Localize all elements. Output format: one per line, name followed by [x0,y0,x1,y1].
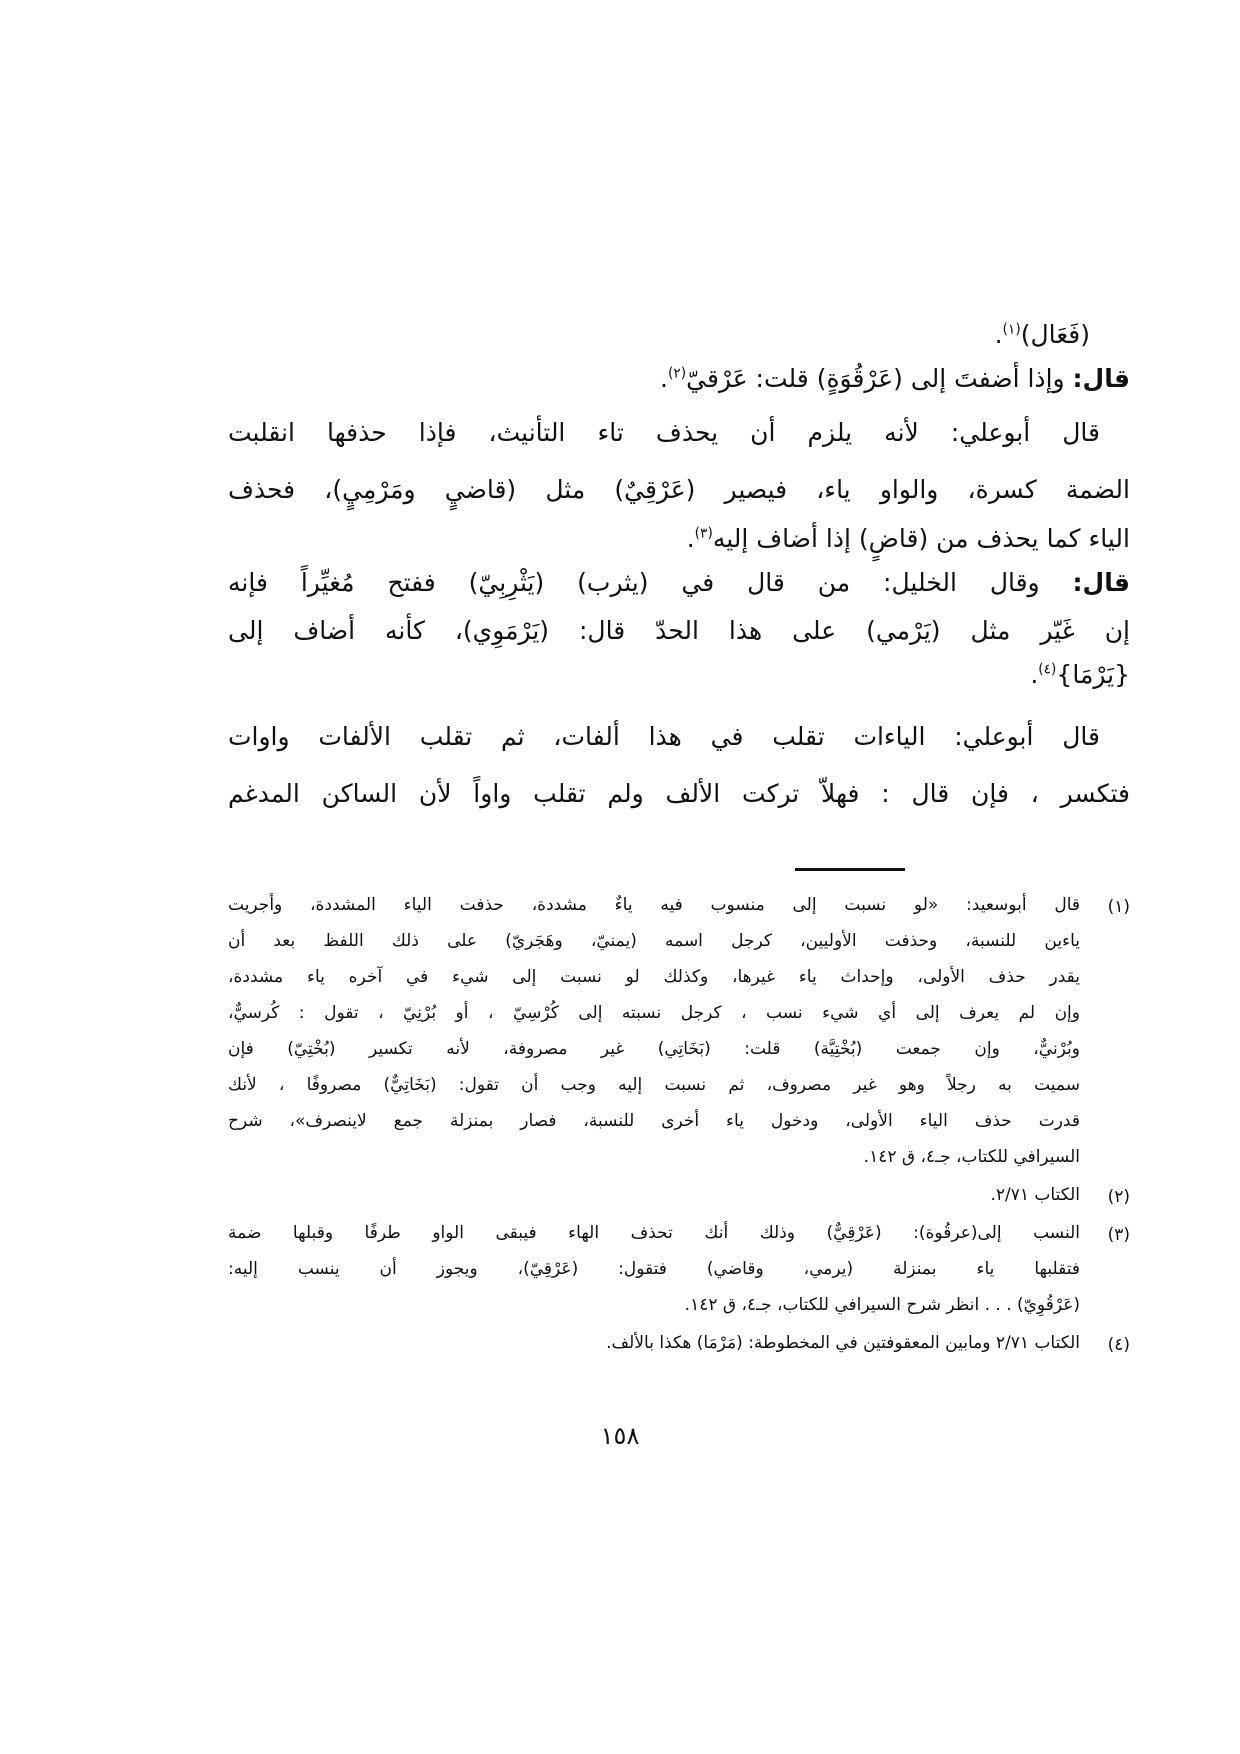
footnote-number: (٤) [1107,1335,1130,1355]
footnote-ref: (١) [1002,321,1021,338]
main-line-0 [228,322,1090,347]
main-line-8: قال أبوعلي: الياءات تقلب في هذا ألفات، ثم تقلب الألفات واوات [228,722,1100,751]
main-text: {يَرْمَا} [1056,660,1130,689]
main-line-5 [228,570,1130,595]
footnote-line: وإن لم يعرف إلى أي شيء نسب ، كرجل نسبته إلى كُرْسِيّ ، أو بُرْنِيّ ، تقول : كُرسيٌّ، [228,1003,1080,1023]
main-text: الياء كما يحذف من (قاضٍ) إذا أضاف إليه [712,524,1130,553]
main-line-2: قال أبوعلي: لأنه يلزم أن يحذف تاء التأنيث، فإذا حذفها انقلبت [228,418,1100,447]
footnote-line: ياءين للنسبة، وحذفت الأوليين، كرجل اسمه (يمنيّ، وهَجَريّ) على ذلك اللفظ بعد أن [228,931,1080,951]
main-line-1 [228,366,1130,391]
punct: . [686,524,695,553]
footnote-separator [795,868,905,871]
footnote-line: (عَرْقُوِيّ) . . . انظر شرح السيرافي للكتاب، جـ٤، ق ١٤٢. [684,1295,1080,1315]
main-line-7 [228,662,1130,687]
page-number: ١٥٨ [600,1422,640,1450]
qala-heading: قال: [1072,568,1130,597]
footnote-ref: (٢) [667,365,687,382]
footnote-line: قدرت حذف الياء الأولى، ودخول ياء أخرى للنسبة، فصار بمنزلة جمع لاينصرف»، شرح [228,1111,1080,1131]
footnote-line: الكتاب ٢/٧١. [990,1185,1080,1205]
main-text: وإذا أضفتَ إلى (عَرْقُوَةٍ) قلت: عَرْقيّ [686,364,1073,393]
footnote-ref: (٤) [1038,661,1057,678]
footnote-line: النسب إلى(عرقُوة): (عَرْقِيٌّ) وذلك أنك تحذف الهاء فيبقى الواو طرفًا وقبلها ضمة [228,1223,1080,1243]
main-line-4 [228,526,1130,551]
footnote-line: وبُرْنيٌّ، وإن جمعت (بُخْتِيَّة) قلت: (بَخَاتِي) غير مصروفة، لأنه تكسير (بُخْتِيّ) فإن [228,1039,1080,1059]
punct: . [994,320,1003,349]
punct: . [660,364,668,393]
footnote-number: (١) [1107,897,1130,917]
footnote-line: الكتاب ٢/٧١ ومابين المعقوفتين في المخطوطة: (مَرْمَا) هكذا بالألف. [606,1333,1080,1353]
main-line-9: فتكسر ، فإن قال : فهلاّ تركت الألف ولم تقلب واواً لأن الساكن المدغم [228,779,1130,808]
footnote-line: سميت به رجلاً وهو غير مصروف، ثم نسبت إليه وجب أن تقول: (بَخَاتِيٌّ) مصروفًا ، لأنك [228,1075,1080,1095]
main-text: وقال الخليل: من قال في (يثرب) (يَثْرِبِيّ) ففتح مُغيِّراً فإنه [228,568,1073,597]
footnote-line: فتقلبها ياء بمنزلة (يرمي، وقاضي) فتقول: (عَرْقِيّ)، ويجوز أن ينسب إليه: [228,1259,1080,1279]
footnote-ref: (٣) [694,525,713,542]
footnote-line: يقدر حذف الأولى، وإحداث ياء غيرها، وكذلك لو نسبت إلى شيء في آخره ياء مشددة، [228,967,1080,987]
main-text: (فَعَال) [1020,320,1090,349]
punct: . [1030,660,1039,689]
footnote-line: السيرافي للكتاب، جـ٤، ق ١٤٢. [863,1147,1080,1167]
footnote-number: (٣) [1107,1225,1130,1245]
main-line-3: الضمة كسرة، والواو ياء، فيصير (عَرْقِيٌ) مثل (قاضيٍ ومَرْمِيٍ)، فحذف [228,475,1130,504]
main-line-6: إن غَيّر مثل (يَرْمي) على هذا الحدّ قال: (يَرْمَوِي)، كأنه أضاف إلى [228,616,1130,645]
footnote-line: قال أبوسعيد: «لو نسبت إلى منسوب فيه ياءٌ مشددة، حذفت الياء المشددة، وأجريت [228,895,1080,915]
qala-heading: قال: [1072,364,1130,393]
footnote-number: (٢) [1107,1187,1130,1207]
